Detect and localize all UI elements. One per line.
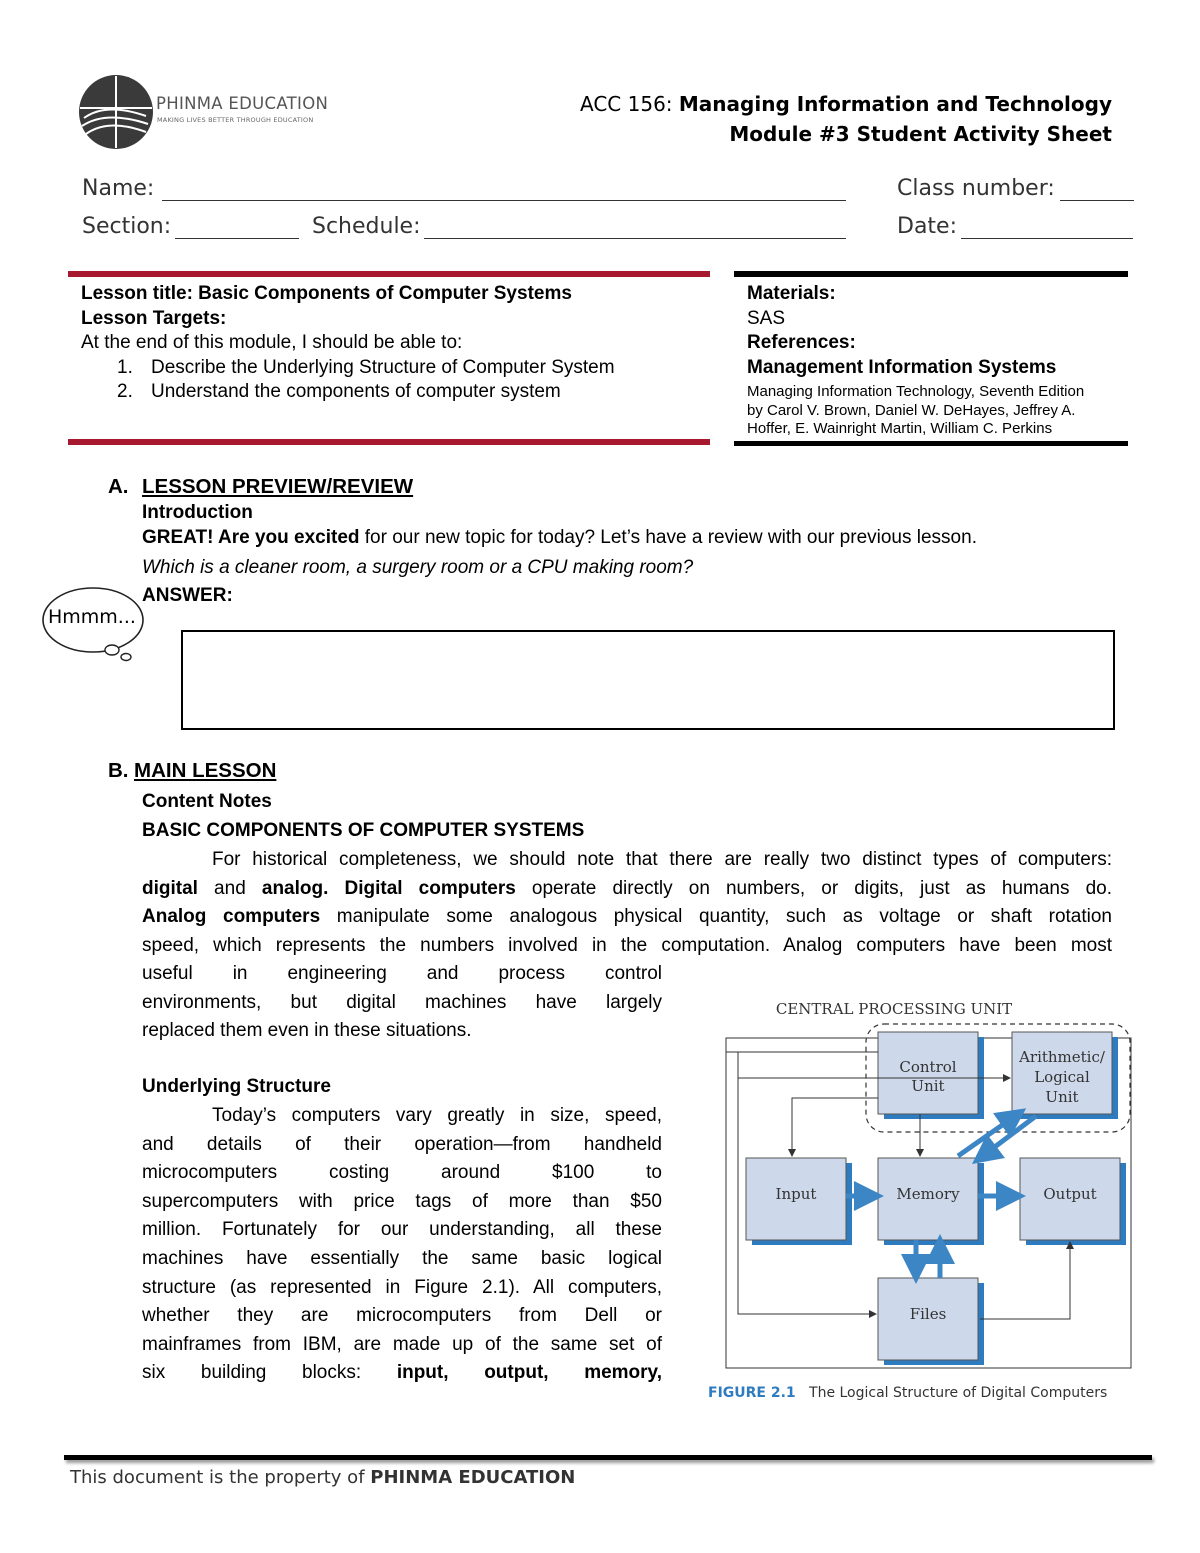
output-label: Output <box>1043 1185 1097 1203</box>
arrow-to-output <box>978 1242 1070 1278</box>
memory-label: Memory <box>896 1185 960 1203</box>
section-b-heading: B. MAIN LESSON <box>108 759 277 782</box>
review-question: Which is a cleaner room, a surgery room or a CPU making room? <box>142 557 694 578</box>
course-line <box>580 92 1112 116</box>
arrow-control-to-input <box>792 1098 878 1156</box>
references-label: References: <box>747 332 856 353</box>
footer-text: This document is the property of PHINMA EDUCATION <box>70 1467 576 1488</box>
footer-owner: PHINMA EDUCATION <box>370 1467 576 1488</box>
lesson-title: Lesson title: Basic Components of Computer Systems <box>81 283 572 304</box>
class-number-label: Class number: <box>897 176 1055 201</box>
materials-box-top-border <box>734 271 1128 277</box>
target-item: 2. Understand the components of computer system <box>117 381 561 402</box>
section-label: Section: <box>82 214 172 239</box>
alu-label: Unit <box>1045 1088 1079 1106</box>
section-field[interactable] <box>175 238 299 239</box>
introduction-label: Introduction <box>142 502 253 523</box>
reference-line: Hoffer, E. Wainright Martin, William C. Perkins <box>747 420 1053 437</box>
date-label: Date: <box>897 214 957 239</box>
logo-tagline: MAKING LIVES BETTER THROUGH EDUCATION <box>157 116 314 124</box>
course-code: ACC 156 <box>580 92 666 116</box>
name-field[interactable] <box>162 200 846 201</box>
control-unit-label: Unit <box>911 1077 945 1095</box>
schedule-label: Schedule: <box>312 214 421 239</box>
figure-logical-structure <box>718 990 1148 1410</box>
paragraph-1: For historical completeness, we should note that there are really two distinct types of computers: digital and analog. Digital computers operate directly on numbers, or digits, just as humans do. Analog computers manipulate some analogous physical quantity, such as voltage or shaft rotation speed, which represents the numbers involved in the computation. Analog computers have been most <box>142 849 1112 956</box>
alu-label: Logical <box>1034 1068 1090 1086</box>
lesson-box-bottom-border <box>68 439 710 445</box>
footer-rule <box>64 1455 1152 1460</box>
reference-title: Management Information Systems <box>747 356 1057 378</box>
lesson-intro: At the end of this module, I should be able to: <box>81 332 463 353</box>
content-notes-label: Content Notes <box>142 791 272 812</box>
phinma-logo-icon <box>76 72 156 152</box>
cpu-label: CENTRAL PROCESSING UNIT <box>775 1000 1013 1018</box>
lesson-box <box>81 282 721 405</box>
lesson-box-top-border <box>68 271 710 277</box>
paragraph-1-continued: useful in engineering and process control environments, but digital machines have largely replaced them even in these situations. <box>142 963 662 1042</box>
materials-box-bottom-border <box>734 441 1128 446</box>
intro-line: GREAT! Are you excited for our new topic for today? Let’s have a review with our previous lesson. <box>142 527 977 548</box>
sub-heading: Underlying Structure <box>142 1076 331 1097</box>
alu-label: Arithmetic/ <box>1019 1048 1105 1066</box>
logo <box>76 72 336 152</box>
figure-caption-text: The Logical Structure of Digital Computers <box>809 1385 1108 1401</box>
name-label: Name: <box>82 176 155 201</box>
paragraph-2: Today’s computers vary greatly in size, speed, and details of their operation—from handheld microcomputers costing around $100 to supercomputers with price tags of more than $50 million. Fortunately for our understanding, all these machines have essentially the same basic logical structure (as represented in Figure 2.1). All computers, whether they are microcomputers from Dell or mainframes from IBM, are made up of the same set of six building blocks: input, output, memory, <box>142 1105 662 1384</box>
materials-value: SAS <box>747 307 786 329</box>
files-label: Files <box>909 1305 947 1323</box>
answer-label: ANSWER: <box>142 585 233 606</box>
reference-line: by Carol V. Brown, Daniel W. DeHayes, Jeffrey A. <box>747 401 1076 419</box>
sheet-title: Module #3 Student Activity Sheet <box>729 122 1112 146</box>
lesson-targets-label: Lesson Targets: <box>81 307 227 329</box>
thought-bubble-text: Hmmm... <box>48 606 136 628</box>
target-item: 1. Describe the Underlying Structure of Computer System <box>117 356 615 378</box>
reference-line: Managing Information Technology, Seventh Edition <box>747 383 1085 400</box>
schedule-field[interactable] <box>424 238 846 239</box>
materials-box <box>747 282 1127 439</box>
figure-number: FIGURE 2.1 <box>708 1385 796 1401</box>
section-a-heading: A. LESSON PREVIEW/REVIEW <box>108 475 414 498</box>
logo-name: PHINMA EDUCATION <box>156 94 329 113</box>
input-label: Input <box>775 1185 817 1203</box>
figure-caption <box>708 1385 1107 1401</box>
course-title: Managing Information and Technology <box>678 92 1112 116</box>
class-number-field[interactable] <box>1060 200 1134 201</box>
answer-box[interactable] <box>181 630 1115 730</box>
date-field[interactable] <box>961 238 1133 239</box>
materials-label: Materials: <box>747 283 836 304</box>
main-heading: BASIC COMPONENTS OF COMPUTER SYSTEMS <box>142 820 585 841</box>
course-sep: : <box>665 92 673 116</box>
control-unit-label: Control <box>899 1058 957 1076</box>
